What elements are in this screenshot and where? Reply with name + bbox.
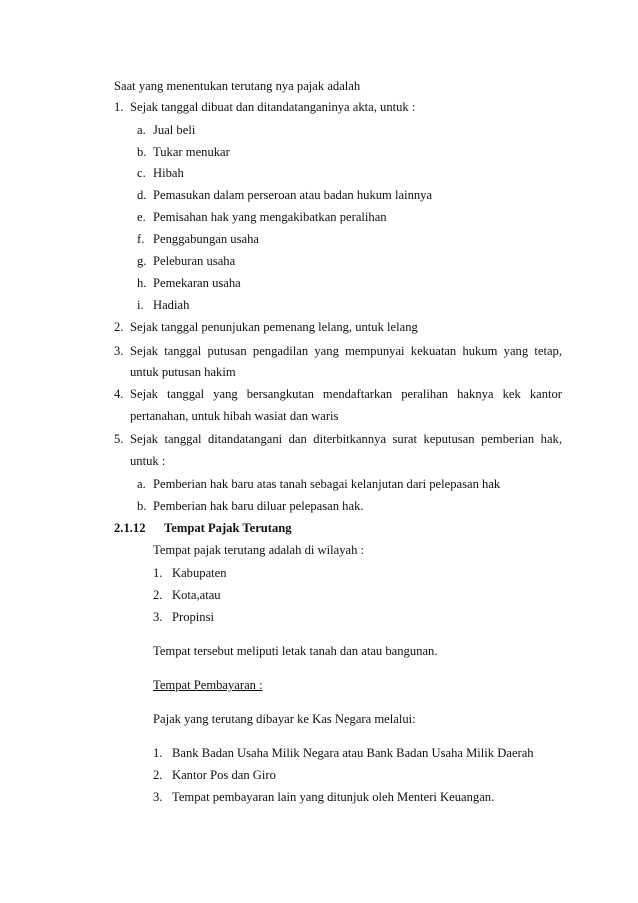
item-1-number: 1. xyxy=(114,100,124,114)
sub-item-letter: d. xyxy=(137,188,147,202)
sub-item-text: Penggabungan usaha xyxy=(153,232,259,246)
sub-item-text: Pemasukan dalam perseroan atau badan hukum lainnya xyxy=(153,188,433,202)
sub-item-text: Pemberian hak baru diluar pelepasan hak. xyxy=(153,499,364,513)
item-4-text-line-1: Sejak tanggal yang bersangkutan mendaftarkan peralihan haknya kek kantor xyxy=(130,387,562,401)
sub-item-letter: c. xyxy=(137,166,146,180)
item-4-number: 4. xyxy=(114,387,124,401)
sub-item-text: Pemberian hak baru atas tanah sebagai kelanjutan dari pelepasan hak xyxy=(153,477,501,491)
item-5-number: 5. xyxy=(114,432,124,446)
payment-place-number: 3. xyxy=(153,790,163,804)
item-2-text: Sejak tanggal penunjukan pemenang lelang, untuk lelang xyxy=(130,320,418,334)
item-4-text-line-2: pertanahan, untuk hibah wasiat dan waris xyxy=(130,409,339,423)
place-text: Propinsi xyxy=(172,610,214,624)
item-3-text-line-1: Sejak tanggal putusan pengadilan yang mempunyai kekuatan hukum yang tetap, xyxy=(130,344,562,358)
sub-item-text: Jual beli xyxy=(153,123,196,137)
place-text: Kabupaten xyxy=(172,566,227,580)
section-lead-text: Tempat pajak terutang adalah di wilayah : xyxy=(153,543,365,557)
sub-item-text: Tukar menukar xyxy=(153,145,230,159)
location-note: Tempat tersebut meliputi letak tanah dan atau bangunan. xyxy=(153,644,438,658)
payment-place-number: 1. xyxy=(153,746,163,760)
payment-lead-text: Pajak yang terutang dibayar ke Kas Negara melalui: xyxy=(153,712,416,726)
sub-item-letter: a. xyxy=(137,123,146,137)
place-number: 2. xyxy=(153,588,163,602)
place-number: 1. xyxy=(153,566,163,580)
place-number: 3. xyxy=(153,610,163,624)
sub-item-letter: e. xyxy=(137,210,146,224)
payment-place-text: Kantor Pos dan Giro xyxy=(172,768,276,782)
sub-item-letter: g. xyxy=(137,254,147,268)
item-5-text-line-2: untuk : xyxy=(130,454,166,468)
sub-item-text: Peleburan usaha xyxy=(153,254,236,268)
sub-item-text: Pemekaran usaha xyxy=(153,276,241,290)
item-3-number: 3. xyxy=(114,344,124,358)
sub-item-letter: b. xyxy=(137,145,147,159)
sub-item-letter: i. xyxy=(137,298,144,312)
payment-heading: Tempat Pembayaran : xyxy=(153,678,263,692)
item-1-text: Sejak tanggal dibuat dan ditandatanganinya akta, untuk : xyxy=(130,100,416,114)
sub-item-text: Hadiah xyxy=(153,298,190,312)
sub-item-text: Hibah xyxy=(153,166,184,180)
place-text: Kota,atau xyxy=(172,588,221,602)
item-3-text-line-2: untuk putusan hakim xyxy=(130,365,236,379)
sub-item-text: Pemisahan hak yang mengakibatkan peralihan xyxy=(153,210,387,224)
section-title: Tempat Pajak Terutang xyxy=(164,521,292,535)
payment-place-text: Tempat pembayaran lain yang ditunjuk oleh Menteri Keuangan. xyxy=(172,790,495,804)
sub-item-letter: f. xyxy=(137,232,145,246)
section-number: 2.1.12 xyxy=(114,521,146,535)
payment-place-text: Bank Badan Usaha Milik Negara atau Bank Badan Usaha Milik Daerah xyxy=(172,746,534,760)
payment-place-number: 2. xyxy=(153,768,163,782)
item-2-number: 2. xyxy=(114,320,124,334)
sub-item-letter: h. xyxy=(137,276,147,290)
intro-text: Saat yang menentukan terutang nya pajak adalah xyxy=(114,79,361,93)
item-5-text-line-1: Sejak tanggal ditandatangani dan diterbitkannya surat keputusan pemberian hak, xyxy=(130,432,562,446)
sub-item-letter: a. xyxy=(137,477,146,491)
sub-item-letter: b. xyxy=(137,499,147,513)
